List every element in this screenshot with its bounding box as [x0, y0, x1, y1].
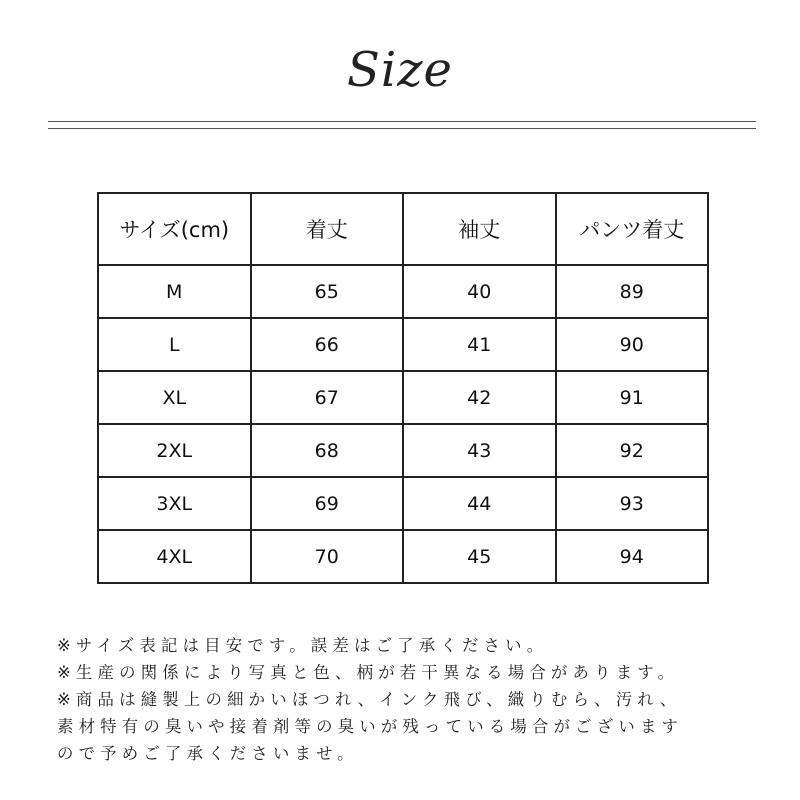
table-cell: 2XL [98, 424, 251, 477]
title-divider-top [48, 121, 756, 122]
column-header-size: サイズ(cm) [98, 193, 251, 265]
table-row [98, 265, 708, 318]
table-cell: 93 [556, 477, 709, 530]
table-row [98, 371, 708, 424]
table-cell: 70 [251, 530, 404, 583]
table-cell: 90 [556, 318, 709, 371]
table-cell: 92 [556, 424, 709, 477]
table-cell: 65 [251, 265, 404, 318]
table-cell: 91 [556, 371, 709, 424]
table-cell: 43 [403, 424, 556, 477]
table-cell: 68 [251, 424, 404, 477]
table-cell: 45 [403, 530, 556, 583]
table-cell: 3XL [98, 477, 251, 530]
table-cell: 69 [251, 477, 404, 530]
table-cell: M [98, 265, 251, 318]
column-header-sleeve-length: 袖丈 [403, 193, 556, 265]
table-row [98, 477, 708, 530]
table-cell: 94 [556, 530, 709, 583]
table-cell: 42 [403, 371, 556, 424]
note-line: ので予めご了承くださいませ。 [57, 744, 359, 763]
table-cell: 66 [251, 318, 404, 371]
page-title: Size [347, 42, 453, 98]
table-cell: 67 [251, 371, 404, 424]
table-row [98, 530, 708, 583]
table-header-row [98, 193, 708, 265]
table-cell: 40 [403, 265, 556, 318]
note-line: ※商品は縫製上の細かいほつれ、インク飛び、織りむら、汚れ、 [57, 690, 682, 709]
notes-section [57, 632, 777, 767]
table-cell: L [98, 318, 251, 371]
table-row [98, 318, 708, 371]
size-chart-table [97, 192, 709, 584]
column-header-pants-length: パンツ着丈 [556, 193, 709, 265]
table-cell: 44 [403, 477, 556, 530]
table-cell: 89 [556, 265, 709, 318]
note-line: ※サイズ表記は目安です。誤差はご了承ください。 [57, 636, 549, 655]
table-cell: XL [98, 371, 251, 424]
column-header-body-length: 着丈 [251, 193, 404, 265]
table-row [98, 424, 708, 477]
note-line: ※生産の関係により写真と色、柄が若干異なる場合があります。 [57, 663, 680, 682]
title-divider-bottom [48, 128, 756, 129]
table-cell: 4XL [98, 530, 251, 583]
table-cell: 41 [403, 318, 556, 371]
note-line: 素材特有の臭いや接着剤等の臭いが残っている場合がございます [57, 717, 684, 736]
